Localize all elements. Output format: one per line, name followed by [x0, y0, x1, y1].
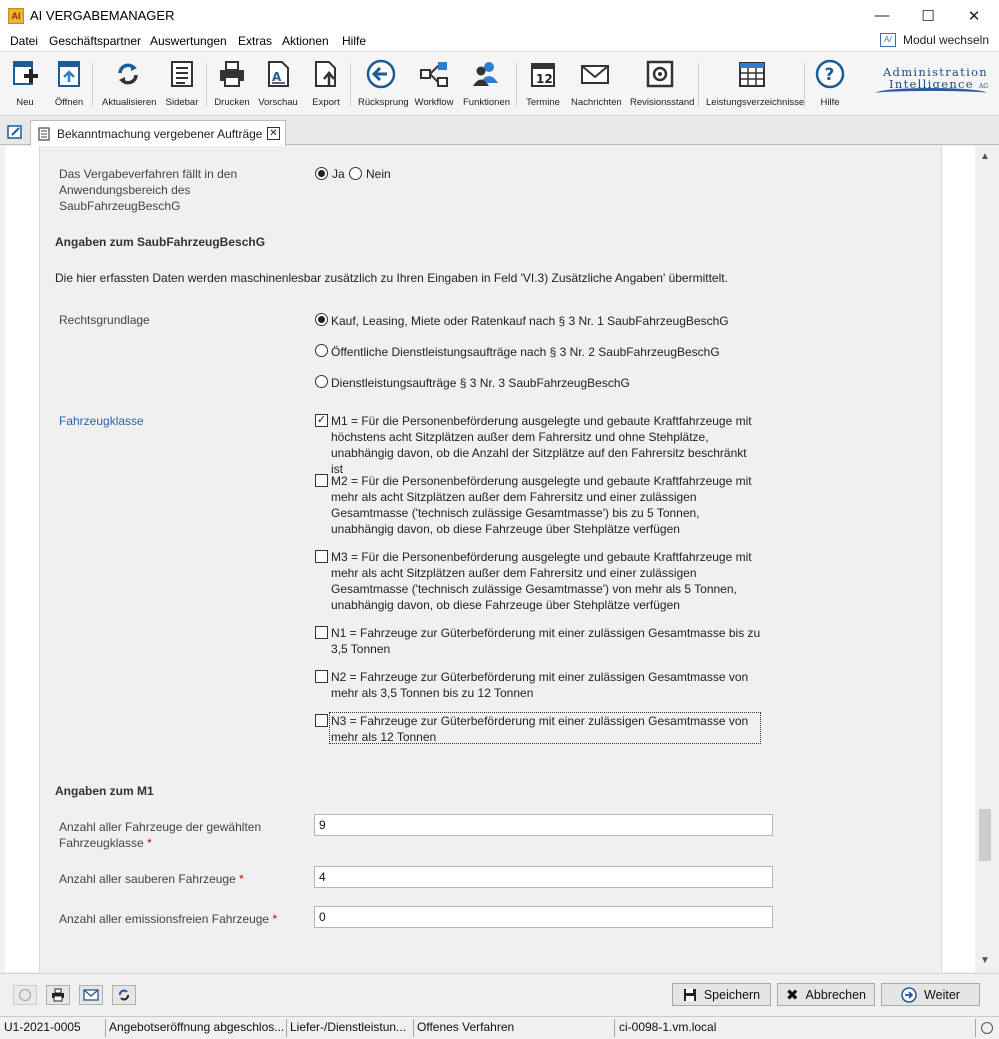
- form-body: [39, 146, 942, 972]
- required-marker: *: [239, 872, 244, 886]
- legal-basis-label: Rechtsgrundlage: [59, 313, 150, 327]
- clean-vehicles-input[interactable]: [314, 866, 773, 888]
- back-button[interactable]: Rücksprung: [358, 57, 404, 108]
- scope-question-label: Das Vergabeverfahren fällt in den Anwendungsbereich des SaubFahrzeugBeschG: [59, 167, 238, 213]
- action-bar: [0, 973, 999, 1014]
- toolbar-separator: [206, 63, 207, 107]
- spreadsheet-icon: [737, 59, 767, 89]
- tab-label: Bekanntmachung vergebener Aufträge: [57, 126, 263, 141]
- mail-small-button[interactable]: [79, 985, 103, 1005]
- toolbar-separator: [350, 63, 351, 107]
- maximize-button[interactable]: ☐: [921, 7, 935, 25]
- document-icon: [37, 127, 51, 141]
- vehicle-class-m1-label[interactable]: M1 = Für die Personenbeförderung ausgelegte und gebaute Kraftfahrzeuge mit höchstens acht Sitzplätzen außer dem Fahrersitz und ohne Stehplätze, unabhängig davon, ob die Anzahl der Sitzplätze auf den Fahrersitz beschränkt ist: [331, 414, 752, 476]
- vehicle-class-n3-label[interactable]: N3 = Fahrzeuge zur Güterbeförderung mit einer zulässigen Gesamtmasse von mehr als 12 Tonnen: [331, 714, 749, 744]
- menu-auswertungen[interactable]: Auswertungen: [150, 34, 227, 48]
- new-document-icon: [10, 59, 40, 89]
- printer-icon: [51, 988, 65, 1002]
- menu-datei[interactable]: Datei: [10, 34, 39, 48]
- zero-emission-vehicles-input[interactable]: [314, 906, 773, 928]
- new-button[interactable]: Neu: [10, 57, 40, 108]
- open-document-icon: [54, 59, 84, 89]
- refresh-button[interactable]: Aktualisieren: [102, 57, 154, 108]
- scroll-down-icon[interactable]: ▼: [980, 955, 990, 966]
- section-heading: Angaben zum SaubFahrzeugBeschG: [55, 235, 266, 249]
- legal-option-1-label[interactable]: Kauf, Leasing, Miete oder Ratenkauf nach § 3 Nr. 1 SaubFahrzeugBeschG: [331, 314, 729, 328]
- scope-no-radio[interactable]: [349, 167, 362, 180]
- vehicle-class-n1-checkbox[interactable]: [315, 626, 328, 639]
- next-button[interactable]: [881, 983, 980, 1006]
- required-marker: *: [147, 836, 152, 850]
- required-marker: *: [272, 912, 278, 926]
- cancel-button[interactable]: [777, 983, 875, 1006]
- menu-geschaeftspartner[interactable]: Geschäftspartner: [49, 34, 142, 48]
- svg-text:A: A: [272, 70, 282, 84]
- field-zero-emission-label: Anzahl aller emissionsfreien Fahrzeuge *: [59, 912, 278, 926]
- tab-strip: [0, 117, 999, 145]
- logo-swoosh: [876, 88, 986, 98]
- total-vehicles-input[interactable]: [314, 814, 773, 836]
- status-separator: [286, 1019, 287, 1037]
- tab-bekanntmachung[interactable]: [30, 120, 286, 146]
- form-panel: [5, 146, 995, 972]
- scope-yes-radio[interactable]: [315, 167, 328, 180]
- calendar-icon: [528, 59, 558, 89]
- toolbar-separator: [92, 63, 93, 107]
- status-contract-type: Liefer-/Dienstleistun...: [290, 1020, 407, 1034]
- close-window-button[interactable]: ✕: [967, 7, 981, 25]
- vehicle-class-m3-checkbox[interactable]: [315, 550, 328, 563]
- company-logo: Administration Intelligence AG: [874, 65, 992, 105]
- modul-wechseln-label: Modul wechseln: [902, 33, 989, 47]
- toolbar-separator: [804, 63, 805, 107]
- legal-option-1-radio[interactable]: [315, 313, 328, 326]
- menu-bar: [0, 31, 999, 52]
- vehicle-class-n2-checkbox[interactable]: [315, 670, 328, 683]
- help-button[interactable]: ? Hilfe: [814, 57, 846, 108]
- revision-button[interactable]: Revisionsstand: [630, 57, 690, 108]
- toolbar-separator: [516, 63, 517, 107]
- cancel-x-icon: ✖: [785, 986, 799, 1004]
- status-procedure-id: U1-2021-0005: [4, 1020, 81, 1034]
- safe-icon: [645, 59, 675, 89]
- users-gear-icon: [471, 59, 501, 89]
- menu-hilfe[interactable]: Hilfe: [342, 34, 367, 48]
- scrollbar-thumb[interactable]: [979, 809, 991, 861]
- messages-button[interactable]: Nachrichten: [571, 57, 619, 108]
- open-button[interactable]: Öffnen: [53, 57, 85, 108]
- vehicle-class-n3-checkbox[interactable]: [315, 714, 328, 727]
- vertical-scrollbar[interactable]: [975, 146, 995, 972]
- app-icon: AI: [8, 8, 24, 24]
- back-arrow-icon: [366, 59, 396, 89]
- vehicle-class-label: Fahrzeugklasse: [59, 414, 144, 428]
- legal-option-3-label[interactable]: Dienstleistungsaufträge § 3 Nr. 3 SaubFahrzeugBeschG: [331, 376, 630, 390]
- next-arrow-icon: [901, 987, 917, 1003]
- vehicle-class-n1-label[interactable]: N1 = Fahrzeuge zur Güterbeförderung mit einer zulässigen Gesamtmasse bis zu 3,5 Tonnen: [331, 626, 761, 656]
- save-label: Speichern: [703, 987, 761, 1002]
- service-catalogue-button[interactable]: Leistungsverzeichnisse: [706, 57, 798, 108]
- vehicle-class-m3-label[interactable]: M3 = Für die Personenbeförderung ausgelegte und gebaute Kraftfahrzeuge mit mehr als acht Sitzplätzen außer dem Fahrersitz und einer zulässigen Gesamtmasse ('technisch zulässige Gesamtmasse') von mehr als 5 Tonnen, unabhängig davon, ob diese Fahrzeuge über Stehplätze verfügen: [331, 550, 752, 612]
- modul-switch-icon: A/: [880, 33, 896, 47]
- window-title: AI VERGABEMANAGER: [30, 8, 175, 23]
- svg-text:12: 12: [536, 72, 553, 86]
- legal-option-2-label[interactable]: Öffentliche Dienstleistungsaufträge nach § 3 Nr. 2 SaubFahrzeugBeschG: [331, 345, 720, 359]
- connection-status-icon: [981, 1022, 993, 1034]
- info-text: Die hier erfassten Daten werden maschinenlesbar zusätzlich zu Ihren Eingaben in Feld 'VI.3) Zusätzliche Angaben' übermittelt.: [55, 271, 728, 285]
- toolbar-separator: [698, 63, 699, 107]
- legal-option-2-radio[interactable]: [315, 344, 328, 357]
- scope-yes-label[interactable]: Ja: [332, 167, 345, 181]
- envelope-icon: [83, 988, 99, 1002]
- workflow-button[interactable]: Workflow: [414, 57, 454, 108]
- disabled-circle-button[interactable]: [13, 985, 37, 1005]
- functions-button[interactable]: Funktionen: [463, 57, 509, 108]
- floppy-disk-icon: [683, 988, 697, 1002]
- vehicle-class-m2-checkbox[interactable]: [315, 474, 328, 487]
- field-total-vehicles-label: Anzahl aller Fahrzeuge der gewählten Fahrzeugklasse *: [59, 820, 262, 850]
- refresh-small-button[interactable]: [112, 985, 136, 1005]
- legal-option-3-radio[interactable]: [315, 375, 328, 388]
- refresh-icon: [117, 988, 131, 1002]
- menu-extras[interactable]: Extras: [238, 34, 273, 48]
- export-icon: [311, 59, 341, 89]
- help-icon: [815, 59, 845, 89]
- toolbar: [0, 53, 999, 116]
- status-procedure-type: Offenes Verfahren: [417, 1020, 515, 1034]
- status-bar: [0, 1016, 999, 1039]
- status-separator: [975, 1019, 976, 1037]
- next-label: Weiter: [924, 987, 960, 1002]
- field-clean-vehicles-label: Anzahl aller sauberen Fahrzeuge *: [59, 872, 244, 886]
- home-tab[interactable]: [2, 120, 28, 144]
- status-separator: [413, 1019, 414, 1037]
- close-tab-icon[interactable]: ✕: [267, 127, 280, 140]
- status-separator: [614, 1019, 615, 1037]
- preview-icon: [263, 59, 293, 89]
- circle-icon: [18, 988, 32, 1002]
- status-server: ci-0098-1.vm.local: [619, 1020, 717, 1034]
- scope-no-label[interactable]: Nein: [366, 167, 391, 181]
- menu-aktionen[interactable]: Aktionen: [282, 34, 329, 48]
- calendar-button[interactable]: 12 Termine: [524, 57, 562, 108]
- svg-text:?: ?: [824, 65, 835, 85]
- refresh-icon: [113, 59, 143, 89]
- save-button[interactable]: [672, 983, 771, 1006]
- vehicle-class-n2-label[interactable]: N2 = Fahrzeuge zur Güterbeförderung mit einer zulässigen Gesamtmasse von mehr als 3,5 Tonnen bis zu 12 Tonnen: [331, 670, 749, 700]
- vehicle-class-m2-label[interactable]: M2 = Für die Personenbeförderung ausgelegte und gebaute Kraftfahrzeuge mit mehr als acht Sitzplätzen außer dem Fahrersitz und einer zulässigen Gesamtmasse ('technisch zulässige Gesamtmasse') bis zu 5 Tonnen, unabhängig davon, ob diese Fahrzeuge über Stehplätze verfügen: [331, 474, 752, 536]
- print-small-button[interactable]: [46, 985, 70, 1005]
- minimize-button[interactable]: —: [874, 7, 890, 24]
- scroll-up-icon[interactable]: ▲: [980, 151, 990, 162]
- edit-window-icon: [7, 124, 23, 140]
- sidebar-icon: [167, 59, 197, 89]
- vehicle-class-m1-checkbox[interactable]: ✓: [316, 414, 327, 426]
- export-button[interactable]: Export: [310, 57, 342, 108]
- print-button[interactable]: Drucken: [214, 57, 250, 108]
- modul-wechseln-button[interactable]: [880, 33, 989, 47]
- preview-button[interactable]: A Vorschau: [258, 57, 298, 108]
- workflow-icon: [419, 59, 449, 89]
- title-bar: [0, 0, 999, 31]
- printer-icon: [217, 59, 247, 89]
- status-separator: [105, 1019, 106, 1037]
- sidebar-button[interactable]: Sidebar: [164, 57, 200, 108]
- envelope-icon: [580, 59, 610, 89]
- status-phase: Angebotseröffnung abgeschlos...: [109, 1020, 284, 1034]
- cancel-label: Abbrechen: [805, 987, 867, 1002]
- m1-heading: Angaben zum M1: [55, 784, 154, 798]
